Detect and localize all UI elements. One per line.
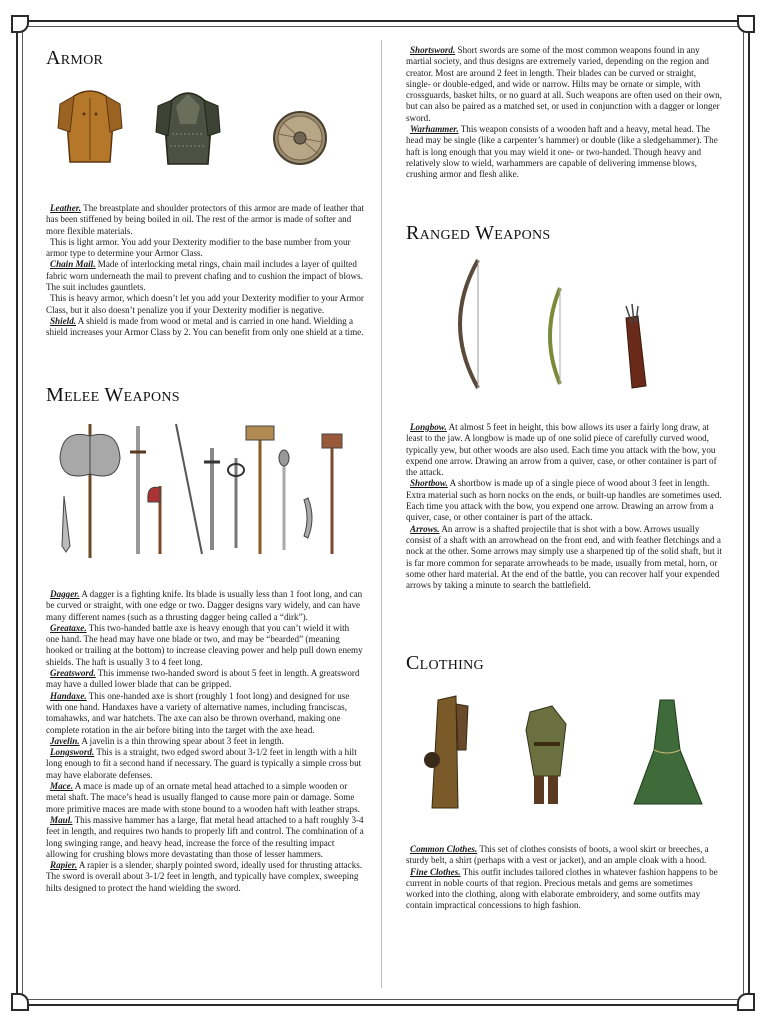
dagger-image (62, 496, 70, 552)
shield-image (274, 112, 326, 164)
shortbow-image (550, 288, 560, 384)
clothing-section-text (406, 844, 722, 912)
rapier-image (228, 458, 244, 548)
clothing-illustration (418, 690, 708, 814)
entry-dagger: Dagger. A dagger is a fighting knife. Its blade is usually less than 1 foot long, and can be curved or straight, with one edge or two. Dagger designs vary widely, and can have many different names (such as a thrusting dagger being called a “dirk”). (46, 589, 363, 622)
longbow-image (460, 260, 478, 388)
entry-leather-note: This is light armor. You add your Dexterity modifier to the base number from your armor type to determine your Armor Class. (46, 236, 351, 259)
ranged-weapons-heading: Ranged Weapons (406, 222, 551, 244)
column-divider (381, 40, 382, 988)
entry-fine-clothes: Fine Clothes. This outfit includes tailored clothes in whatever fashion happens to be current in noble courts of that region. Precious metals and gems are sometimes worked into the clothing, along with elaborate embroidery, and some outfits may contain impractical concessions to high fashion. (406, 866, 718, 911)
entry-chain-mail-note: This is heavy armor, which doesn’t let you add your Dexterity modifier to your Armor Class, but it also doesn’t penalize you if your Dexterity modifier is negative. (46, 293, 364, 315)
armor-section-text (46, 203, 364, 339)
entry-warhammer: Warhammer. This weapon consists of a wooden haft and a heavy, metal head. The head may be single (like a carpenter’s hammer) or double (like a sledgehammer). The haft is long enough that you may wield it one- or two-handed. Though heavy and relatively slow to wield, warhammers are capable of delivering immense blows, crushing armor and flesh alike. (406, 124, 718, 180)
maul-image (322, 434, 342, 554)
melee-section-text (46, 589, 364, 894)
shortsword-image (204, 448, 220, 550)
entry-greatsword: Greatsword. This immense two-handed sword is about 5 feet in length. A greatsword may have a dulled lower blade that can be gripped. (46, 668, 360, 690)
entry-maul: Maul. This massive hammer has a large, flat metal head attached to a haft roughly 3-4 feet in length, and requires two hands to properly lift and control. The combination of a long swinging range, and heavy head, increase the force of the resulting impact allowing for crushing blows more devastating than those of lesser hammers. (46, 814, 364, 859)
frame-corner-ornament (11, 993, 29, 1011)
entry-leather: Leather. The breastplate and shoulder protectors of this armor are made of leather that has been stiffened by being boiled in oil. The rest of the armor is made of softer and more flexible materials. (46, 203, 364, 236)
javelin-image (176, 424, 202, 554)
frame-corner-ornament (737, 15, 755, 33)
melee-weapons-illustration (52, 418, 352, 566)
fine-clothes-image (634, 700, 702, 804)
entry-shortbow: Shortbow. A shortbow is made up of a single piece of wood about 3 feet in length. Extra material such as horn nocks on the ends, or built-up handles are sometimes used. Each time you attack with the bow, you expend one arrow. Drawing an arrow from a quiver, case, or other container is part of the attack. (406, 478, 722, 523)
entry-longsword: Longsword. This is a straight, two edged sword about 3-1/2 feet in length with a hilt long enough to fit a second hand if necessary. The guard is typically a simple cross but may have elaborate defenses. (46, 747, 362, 780)
entry-mace: Mace. A mace is made up of an ornate metal head attached to a simple wooden or metal shaft. The mace’s head is usually flanged to cause more pain or damage. Some more primitive maces are made with stone bound to a wooden haft with leather straps. (46, 781, 360, 814)
entry-chain-mail: Chain Mail. Made of interlocking metal rings, chain mail includes a layer of quilted fabric worn underneath the mail to prevent chafing and to cushion the impact of blows. The suit includes gauntlets. (46, 259, 363, 293)
warhammer-image (246, 426, 274, 554)
quiver-image (626, 304, 646, 388)
armor-illustrations (52, 84, 342, 174)
entry-greataxe: Greataxe. This two-handed battle axe is heavy enough that you can’t wield it with one hand. The head may have one blade or two, and may be “bearded” (meaning hooked or trailing at the bottom) to increase cleaving power and help pull down enemy shields. The haft is usually 3 to 4 feet long. (46, 622, 363, 667)
entry-javelin: Javelin. A javelin is a thin throwing spear about 3 feet in length. (50, 735, 284, 746)
traveler-clothes-image (526, 706, 566, 804)
entry-longbow: Longbow. At almost 5 feet in height, this bow allows its user a fairly long draw, at least to the jaw. A longbow is made up of one solid piece of carefully curved wood, typically yew, but other woods are also used. Each time you attack with the bow, you expend one arrow. Drawing an arrow from a quiver, case, or other container is part of the attack. (406, 422, 717, 478)
ranged-section-text (406, 422, 722, 591)
curved-dagger-image (304, 498, 312, 538)
entry-rapier: Rapier. A rapier is a slender, sharply pointed sword, ideally used for thrusting attacks. The sword is overall about 3-1/2 feet in length, and typically have complex, sweeping hilts designed to protect the hand wielding the sword. (46, 860, 363, 893)
chain-mail-image (156, 93, 220, 164)
ranged-weapons-illustration (420, 254, 700, 394)
entry-arrows: Arrows. An arrow is a shafted projectile that is shot with a bow. Arrows usually consist of a shaft with an arrowhead on the front end, and with feather fletchings and a nock at the other. Some arrows may simply use a sharpened tip of the solid shaft, but it is far more common for separate arrowheads to be made, usually from metal, horn, or some other hard material. At the end of the battle, you can recover half your expended arrows by taking a minute to search the battlefield. (406, 523, 722, 591)
entry-shortsword: Shortsword. Short swords are some of the most common weapons found in any martial society, and thus designs are extremely varied, depending on the region and creator. Most are around 2 feet in length. Their blades can be curved or straight, single- or double-edged, and wide or narrow. Hilts may be ornate or simple, with crossguards, basket hilts, or no guard at all. Such weapons are often used on their own, but can also be paired as a matched set, or used in conjunction with a dagger or longer sword. (406, 45, 722, 123)
entry-common-clothes: Common Clothes. This set of clothes consists of boots, a wool skirt or breeches, a sturdy belt, a shirt (perhaps with a vest or jacket), and an ample cloak with a hood. (406, 844, 709, 866)
leather-armor-image (58, 91, 122, 162)
melee-weapons-heading: Melee Weapons (46, 384, 180, 406)
handaxe-image (148, 486, 160, 554)
frame-corner-ornament (737, 993, 755, 1011)
entry-handaxe: Handaxe. This one-handed axe is short (roughly 1 foot long) and designed for use with one hand. Handaxes have a variety of alternative names, including franciscas, tomahawks, and war hatchets. The axe can also be thrown overhand, making one complete rotation in the air before biting into the target with the axe head. (46, 690, 350, 735)
armor-heading: Armor (46, 47, 104, 69)
longsword-image (130, 426, 146, 554)
mace-image (279, 450, 289, 550)
common-clothes-image (424, 696, 468, 808)
entry-shield: Shield. A shield is made from wood or metal and is carried in one hand. Wielding a shield increases your Armor Class by 2. You can benefit from only one shield at a time. (46, 315, 364, 338)
clothing-heading: Clothing (406, 652, 484, 674)
melee-continued-text (406, 45, 722, 181)
frame-corner-ornament (11, 15, 29, 33)
